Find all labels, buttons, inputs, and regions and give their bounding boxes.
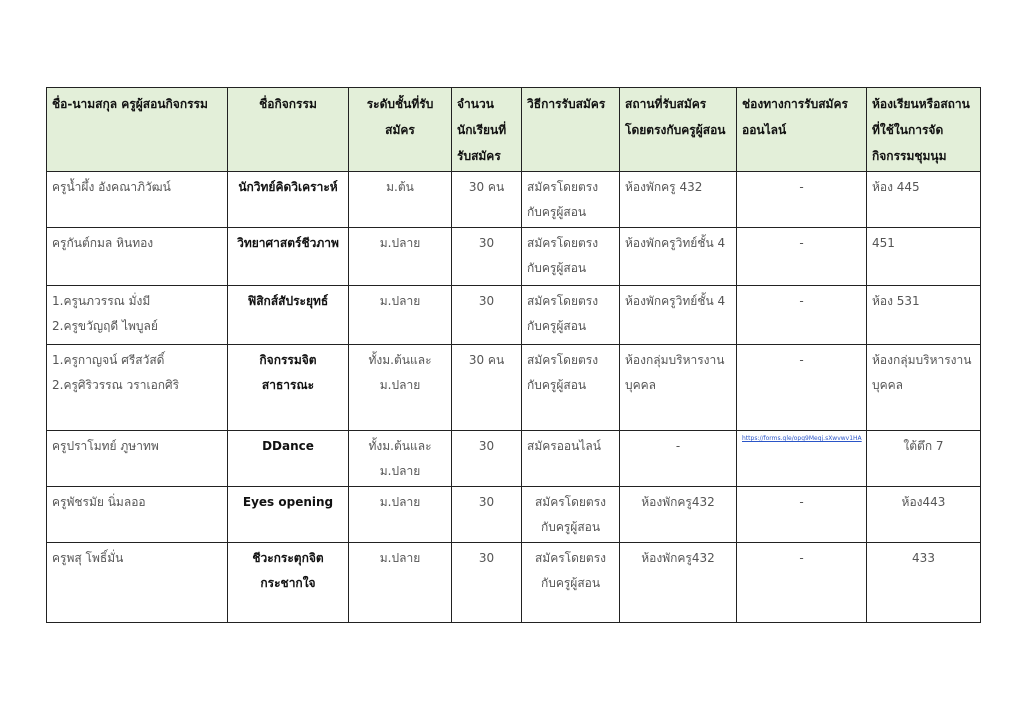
activity-name: ชีวะกระตุกจิต bbox=[252, 551, 324, 565]
room-cell bbox=[867, 228, 981, 286]
header-level: ระดับชั้นที่รับสมัคร bbox=[349, 88, 452, 172]
method-text: สมัครโดยตรง bbox=[527, 353, 599, 367]
method-text: สมัครโดยตรง bbox=[534, 495, 607, 509]
online-cell: - bbox=[737, 345, 867, 431]
activity-cell bbox=[228, 228, 349, 286]
method-cell bbox=[522, 228, 620, 286]
room-cell bbox=[867, 345, 981, 431]
header-place: สถานที่รับสมัครโดยตรงกับครูผู้สอน bbox=[620, 88, 737, 172]
online-cell: - bbox=[737, 543, 867, 623]
header-row bbox=[47, 88, 981, 172]
count-cell: 30 bbox=[452, 286, 522, 345]
room-text: 451 bbox=[872, 236, 895, 250]
room-text: บุคคล bbox=[872, 378, 904, 392]
level-cell bbox=[349, 286, 452, 345]
place-text: - bbox=[675, 439, 681, 453]
method-text: สมัครโดยตรง bbox=[527, 294, 599, 308]
level-cell bbox=[349, 431, 452, 487]
table-row bbox=[47, 543, 981, 623]
method-text: กับครูผู้สอน bbox=[527, 205, 587, 219]
activity-name: กระชากใจ bbox=[260, 576, 316, 590]
teacher-name: 2.ครูศิริวรรณ วราเอกศิริ bbox=[52, 378, 180, 392]
room-cell bbox=[867, 286, 981, 345]
level-text: ม.ปลาย bbox=[379, 378, 421, 392]
teacher-name: 1.ครูนภวรรณ มั่งมี bbox=[52, 294, 151, 308]
level-cell bbox=[349, 345, 452, 431]
room-text: ห้อง443 bbox=[901, 495, 946, 509]
method-text: กับครูผู้สอน bbox=[540, 520, 601, 534]
method-text: กับครูผู้สอน bbox=[527, 261, 587, 275]
table-row bbox=[47, 431, 981, 487]
teacher-name: ครูปราโมทย์ ภูษาทพ bbox=[52, 439, 159, 453]
place-text: ห้องกลุ่มบริหารงาน bbox=[625, 353, 725, 367]
method-text: สมัครโดยตรง bbox=[534, 551, 607, 565]
header-activity: ชื่อกิจกรรม bbox=[228, 88, 349, 172]
method-cell bbox=[522, 487, 620, 543]
method-cell bbox=[522, 286, 620, 345]
activity-name: ฟิสิกส์สัประยุทธ์ bbox=[247, 294, 329, 308]
activity-cell bbox=[228, 543, 349, 623]
method-cell bbox=[522, 431, 620, 487]
activity-name: นักวิทย์คิดวิเคราะห์ bbox=[238, 180, 338, 194]
teacher-cell bbox=[47, 172, 228, 228]
place-text: ห้องพักครูวิทย์ชั้น 4 bbox=[625, 294, 726, 308]
teacher-name: ครูพสุ โพธิ์มั่น bbox=[52, 551, 124, 565]
room-text: ห้อง 531 bbox=[872, 294, 920, 308]
teacher-cell bbox=[47, 543, 228, 623]
table-row bbox=[47, 228, 981, 286]
table-row bbox=[47, 286, 981, 345]
room-cell bbox=[867, 543, 981, 623]
place-cell bbox=[620, 487, 737, 543]
place-cell bbox=[620, 172, 737, 228]
method-text: สมัครออนไลน์ bbox=[527, 439, 601, 453]
level-cell bbox=[349, 543, 452, 623]
activity-cell bbox=[228, 431, 349, 487]
method-text: สมัครโดยตรง bbox=[527, 180, 599, 194]
online-cell bbox=[737, 431, 867, 487]
place-text: ห้องพักครู432 bbox=[641, 495, 715, 509]
room-text: 433 bbox=[912, 551, 935, 565]
level-text: ม.ปลาย bbox=[379, 236, 421, 250]
level-text: ม.ปลาย bbox=[379, 495, 421, 509]
place-cell bbox=[620, 431, 737, 487]
room-cell bbox=[867, 487, 981, 543]
teacher-name: 1.ครูกาญจน์ ศรีสวัสดิ์ bbox=[52, 353, 165, 367]
activity-name: วิทยาศาสตร์ชีวภาพ bbox=[237, 236, 339, 250]
method-cell bbox=[522, 172, 620, 228]
level-text: ม.ปลาย bbox=[379, 551, 421, 565]
online-cell: - bbox=[737, 487, 867, 543]
room-text: ห้องกลุ่มบริหารงาน bbox=[872, 353, 972, 367]
count-cell: 30 bbox=[452, 431, 522, 487]
activity-cell bbox=[228, 487, 349, 543]
online-cell: - bbox=[737, 228, 867, 286]
room-cell bbox=[867, 431, 981, 487]
place-cell bbox=[620, 543, 737, 623]
table-row bbox=[47, 172, 981, 228]
method-text: กับครูผู้สอน bbox=[527, 319, 587, 333]
activity-name: สาธารณะ bbox=[261, 378, 315, 392]
place-text: ห้องพักครู432 bbox=[641, 551, 715, 565]
teacher-cell bbox=[47, 345, 228, 431]
online-cell: - bbox=[737, 286, 867, 345]
place-cell bbox=[620, 228, 737, 286]
teacher-name: ครูกันต์กมล หินทอง bbox=[52, 236, 154, 250]
online-cell: - bbox=[737, 172, 867, 228]
count-cell: 30 bbox=[452, 228, 522, 286]
room-cell bbox=[867, 172, 981, 228]
level-text: ทั้งม.ต้นและ bbox=[368, 439, 432, 453]
teacher-cell bbox=[47, 286, 228, 345]
count-cell: 30 คน bbox=[452, 345, 522, 431]
table-row bbox=[47, 345, 981, 431]
level-cell bbox=[349, 172, 452, 228]
place-cell bbox=[620, 286, 737, 345]
table-row bbox=[47, 487, 981, 543]
teacher-name: ครูพัชรมัย นิ่มลออ bbox=[52, 495, 146, 509]
method-text: กับครูผู้สอน bbox=[527, 378, 587, 392]
method-text: สมัครโดยตรง bbox=[527, 236, 599, 250]
place-cell bbox=[620, 345, 737, 431]
place-text: ห้องพักครูวิทย์ชั้น 4 bbox=[625, 236, 726, 250]
room-text: ห้อง 445 bbox=[872, 180, 920, 194]
place-text: ห้องพักครู 432 bbox=[625, 180, 703, 194]
method-cell bbox=[522, 345, 620, 431]
activity-cell bbox=[228, 172, 349, 228]
level-text: ม.ปลาย bbox=[379, 294, 421, 308]
activity-name: กิจกรรมจิต bbox=[259, 353, 317, 367]
online-form-link[interactable]: https://forms.gle/opg9Meqj.sXwvwv1HA bbox=[742, 435, 862, 442]
count-cell: 30 คน bbox=[452, 172, 522, 228]
header-count: จำนวนนักเรียนที่รับสมัคร bbox=[452, 88, 522, 172]
teacher-name: ครูน้ำผึ้ง อังคณาภิวัฒน์ bbox=[52, 180, 171, 194]
header-online: ช่องทางการรับสมัครออนไลน์ bbox=[737, 88, 867, 172]
method-cell bbox=[522, 543, 620, 623]
teacher-cell bbox=[47, 228, 228, 286]
activity-name: Eyes opening bbox=[242, 495, 334, 509]
header-room: ห้องเรียนหรือสถานที่ใช้ในการจัดกิจกรรมชุมนุม bbox=[867, 88, 981, 172]
place-text: บุคคล bbox=[625, 378, 657, 392]
level-text: ม.ต้น bbox=[386, 180, 414, 194]
header-name: ชื่อ-นามสกุล ครูผู้สอนกิจกรรม bbox=[47, 88, 228, 172]
count-cell: 30 bbox=[452, 543, 522, 623]
header-method: วิธีการรับสมัคร bbox=[522, 88, 620, 172]
count-cell: 30 bbox=[452, 487, 522, 543]
teacher-cell bbox=[47, 487, 228, 543]
activity-cell bbox=[228, 286, 349, 345]
activity-cell bbox=[228, 345, 349, 431]
activity-registration-table bbox=[46, 87, 981, 623]
level-text: ม.ปลาย bbox=[379, 464, 421, 478]
teacher-cell bbox=[47, 431, 228, 487]
level-cell bbox=[349, 487, 452, 543]
level-cell bbox=[349, 228, 452, 286]
level-text: ทั้งม.ต้นและ bbox=[368, 353, 432, 367]
teacher-name: 2.ครูขวัญฤดี ไพบูลย์ bbox=[52, 319, 158, 333]
method-text: กับครูผู้สอน bbox=[540, 576, 601, 590]
activity-name: DDance bbox=[262, 439, 314, 453]
room-text: ใต้ตึก 7 bbox=[903, 439, 944, 453]
